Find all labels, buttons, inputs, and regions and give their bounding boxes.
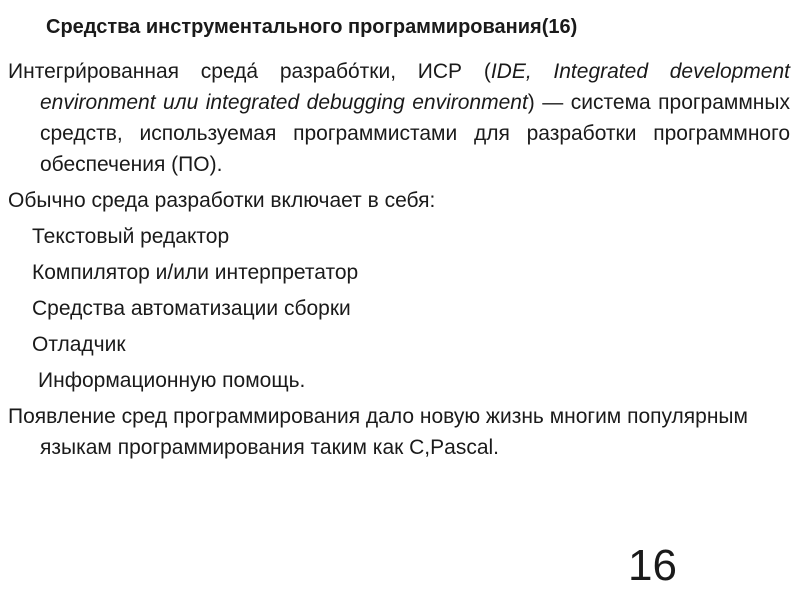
- slide-number: 16: [628, 541, 677, 590]
- definition-connector: или: [155, 91, 206, 114]
- definition-lead: Интегри́рованная среда́ разрабо́тки, ИСР (: [8, 60, 491, 83]
- list-item: Отладчик: [32, 333, 126, 356]
- conclusion-paragraph: Появление сред программирования дало новую жизнь многим популярным языкам программирования таким как C,Pascal.: [8, 405, 748, 459]
- definition-paragraph: [8, 56, 790, 180]
- slide-title: Средства инструментального программирования(16): [46, 16, 578, 38]
- intro-paragraph: Обычно среда разработки включает в себя:: [8, 189, 436, 212]
- list-item: Компилятор и/или интерпретатор: [32, 261, 359, 284]
- definition-tail: ) — система программных средств, используемая программистами для разработки программного обеспечения (ПО).: [40, 91, 790, 176]
- list-item: Средства автоматизации сборки: [32, 297, 351, 320]
- slide-body: [8, 56, 790, 463]
- definition-ide-term-2: integrated debugging environment: [205, 91, 528, 114]
- list-item: Информационную помощь.: [38, 369, 306, 392]
- list-item: Текстовый редактор: [32, 225, 230, 248]
- definition-ide-term: IDE, Integrated development environment: [40, 60, 790, 114]
